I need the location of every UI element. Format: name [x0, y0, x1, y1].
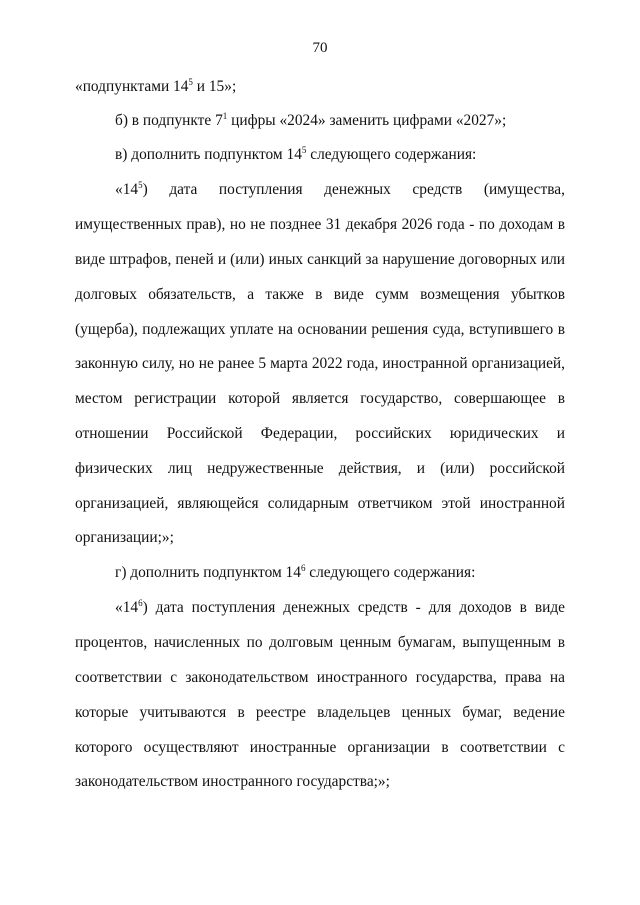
text-segment: виде штрафов, пеней и (или) иных санкций за нарушение договорных или: [75, 251, 565, 268]
text-line: [75, 668, 565, 688]
text-line: [75, 772, 565, 792]
text-segment: «подпунктами 14: [75, 78, 189, 95]
text-segment: и 15»;: [192, 78, 237, 95]
text-line: [75, 250, 565, 270]
text-line: [115, 563, 565, 583]
text-line: [75, 494, 565, 514]
text-segment: которые учитываются в реестре владельцев ценных бумаг, ведение: [75, 704, 565, 721]
superscript: 6: [300, 563, 306, 573]
superscript: 5: [301, 145, 307, 155]
text-line: [75, 354, 565, 374]
text-segment: ) дата поступления денежных средств - для доходов в виде: [142, 599, 565, 616]
text-segment: «14: [115, 599, 139, 616]
text-segment: в) дополнить подпунктом 14: [115, 146, 302, 163]
text-segment: следующего содержания:: [306, 146, 477, 163]
text-line: [75, 738, 565, 758]
text-segment: организацией, являющейся солидарным ответчиком этой иностранной: [75, 495, 565, 512]
text-segment: г) дополнить подпунктом 14: [115, 564, 301, 581]
text-segment: соответствии с законодательством иностранного государства, права на: [75, 669, 565, 686]
superscript: 1: [222, 111, 228, 121]
text-line: [115, 598, 565, 618]
text-line: [75, 77, 565, 97]
text-segment: имущественных прав), но не позднее 31 декабря 2026 года - по доходам в: [75, 216, 565, 233]
text-line: [115, 180, 565, 200]
text-segment: б) в подпункте 7: [115, 112, 223, 129]
text-line: [75, 703, 565, 723]
text-segment: (ущерба), подлежащих уплате на основании решения суда, вступившего в: [75, 321, 565, 338]
text-segment: местом регистрации которой является государство, совершающее в: [75, 390, 565, 407]
text-segment: цифры «2024» заменить цифрами «2027»;: [227, 112, 507, 129]
text-segment: законодательством иностранного государства;»;: [75, 773, 390, 790]
text-line: [75, 215, 565, 235]
text-segment: которого осуществляют иностранные организации в соответствии с: [75, 739, 565, 756]
text-segment: долговых обязательств, а также в виде сумм возмещения убытков: [75, 286, 565, 303]
page-number: 70: [312, 40, 328, 56]
text-line: [75, 424, 565, 444]
text-segment: ) дата поступления денежных средств (имущества,: [142, 181, 565, 198]
text-segment: процентов, начисленных по долговым ценным бумагам, выпущенным в: [75, 634, 565, 651]
text-line: [75, 389, 565, 409]
text-segment: организации;»;: [75, 529, 174, 546]
superscript: 6: [138, 598, 143, 608]
text-line: [75, 459, 565, 479]
text-segment: отношении Российской Федерации, российских юридических и: [75, 425, 565, 442]
text-segment: физических лиц недружественные действия, и (или) российской: [75, 460, 565, 477]
text-line: [75, 285, 565, 305]
superscript: 5: [138, 180, 143, 190]
superscript: 5: [188, 77, 193, 87]
text-line: [75, 528, 565, 548]
text-line: [75, 320, 565, 340]
text-line: [115, 145, 565, 165]
text-segment: законную силу, но не ранее 5 марта 2022 года, иностранной организацией,: [75, 355, 565, 372]
text-line: [75, 633, 565, 653]
text-segment: следующего содержания:: [305, 564, 476, 581]
text-line: [115, 111, 565, 131]
text-segment: «14: [115, 181, 139, 198]
